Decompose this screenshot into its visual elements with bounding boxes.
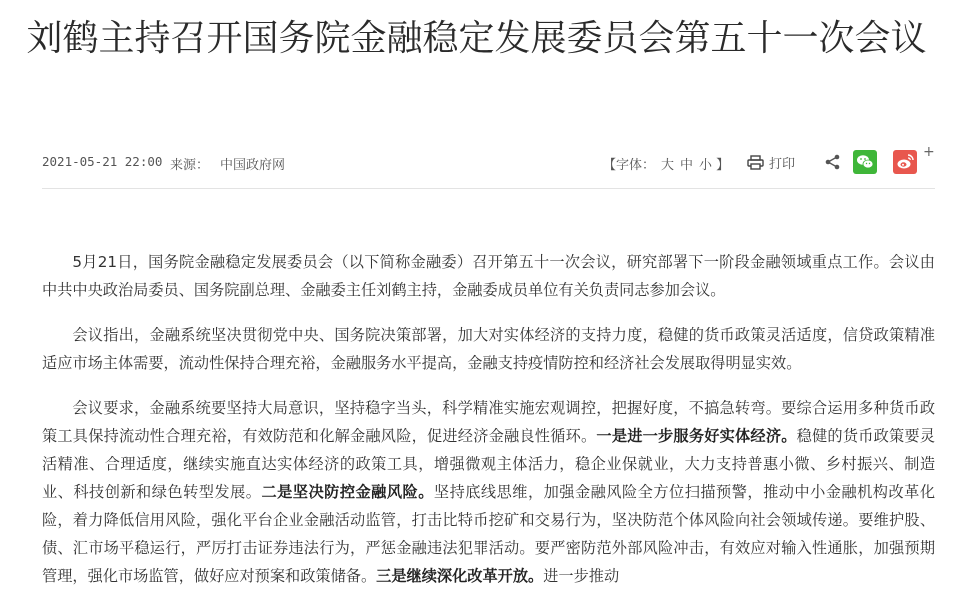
font-size-small-button[interactable]: 小 — [699, 158, 713, 173]
wechat-share-button[interactable] — [853, 150, 877, 174]
more-share-button[interactable]: + — [923, 144, 935, 160]
paragraph-3-text: 进一步推动 — [543, 567, 620, 585]
paragraph-3-text: 坚持底线思维，加强金融风险全方位扫描预警，推动中小金融机构改革化险，着力降低信用风险，强化平台企业金融活动监管，打击比特币挖矿和交易行为，坚决防范个体风险向社会领域传递。要维护股、债、汇市场平稳运行，严厉打击证券违法行为，严惩金融违法犯罪活动。要严密防范外部风险冲击，有效应对输入性通胀，加强预期管理，强化市场监管，做好应对预案和政策储备。 — [42, 483, 936, 585]
wechat-icon — [853, 150, 877, 174]
font-size-medium-button[interactable]: 中 — [680, 158, 694, 173]
font-size-control — [603, 154, 729, 173]
paragraph-1: 5月21日，国务院金融稳定发展委员会（以下简称金融委）召开第五十一次会议，研究部署下一阶段金融领域重点工作。会议由中共中央政治局委员、国务院副总理、金融委主任刘鹤主持，金融委成员单位有关负责同志参加会议。 — [42, 253, 935, 299]
point-3-heading: 三是继续深化改革开放。 — [376, 567, 544, 585]
printer-icon — [747, 155, 764, 170]
font-size-large-button[interactable]: 大 — [661, 158, 675, 173]
weibo-share-button[interactable] — [893, 150, 917, 174]
share-icon — [824, 153, 842, 171]
article-title: 刘鹤主持召开国务院金融稳定发展委员会第五十一次会议 — [26, 18, 927, 59]
article-meta — [42, 144, 935, 176]
paragraph-3 — [42, 394, 935, 590]
font-size-label: 【字体： — [603, 158, 656, 173]
paragraph-3-text: 稳健的货币政策要灵活精准、合理适度，继续实施直达实体经济的政策工具，增强微观主体活力，稳企业保就业，大力支持普惠小微、乡村振兴、制造业、科技创新和绿色转型发展。 — [42, 427, 936, 501]
share-button[interactable] — [824, 153, 842, 171]
paragraph-2: 会议指出，金融系统坚决贯彻党中央、国务院决策部署，加大对实体经济的支持力度，稳健的货币政策灵活适度，信贷政策精准适应市场主体需要，流动性保持合理充裕，金融服务水平提高，金融支持疫情防控和经济社会发展取得明显实效。 — [42, 326, 935, 372]
print-button[interactable] — [747, 150, 795, 174]
meta-divider — [42, 188, 935, 189]
publish-date: 2021-05-21 22:00 — [42, 154, 163, 169]
weibo-icon — [893, 150, 917, 174]
point-1-heading: 一是进一步服务好实体经济。 — [596, 427, 797, 445]
print-label: 打印 — [769, 156, 796, 172]
point-2-heading: 二是坚决防控金融风险。 — [261, 483, 434, 501]
paragraph-3-text: 会议要求，金融系统要坚持大局意识，坚持稳字当头，科学精准实施宏观调控，把握好度，不搞急转弯。要综合运用多种货币政策工具保持流动性合理充裕，有效防范和化解金融风险，促进经济金融良性循环。 — [42, 399, 935, 445]
source-name: 中国政府网 — [220, 158, 286, 173]
article-body — [42, 248, 935, 607]
font-size-close: 】 — [716, 158, 730, 173]
source-label: 来源： — [170, 158, 210, 173]
